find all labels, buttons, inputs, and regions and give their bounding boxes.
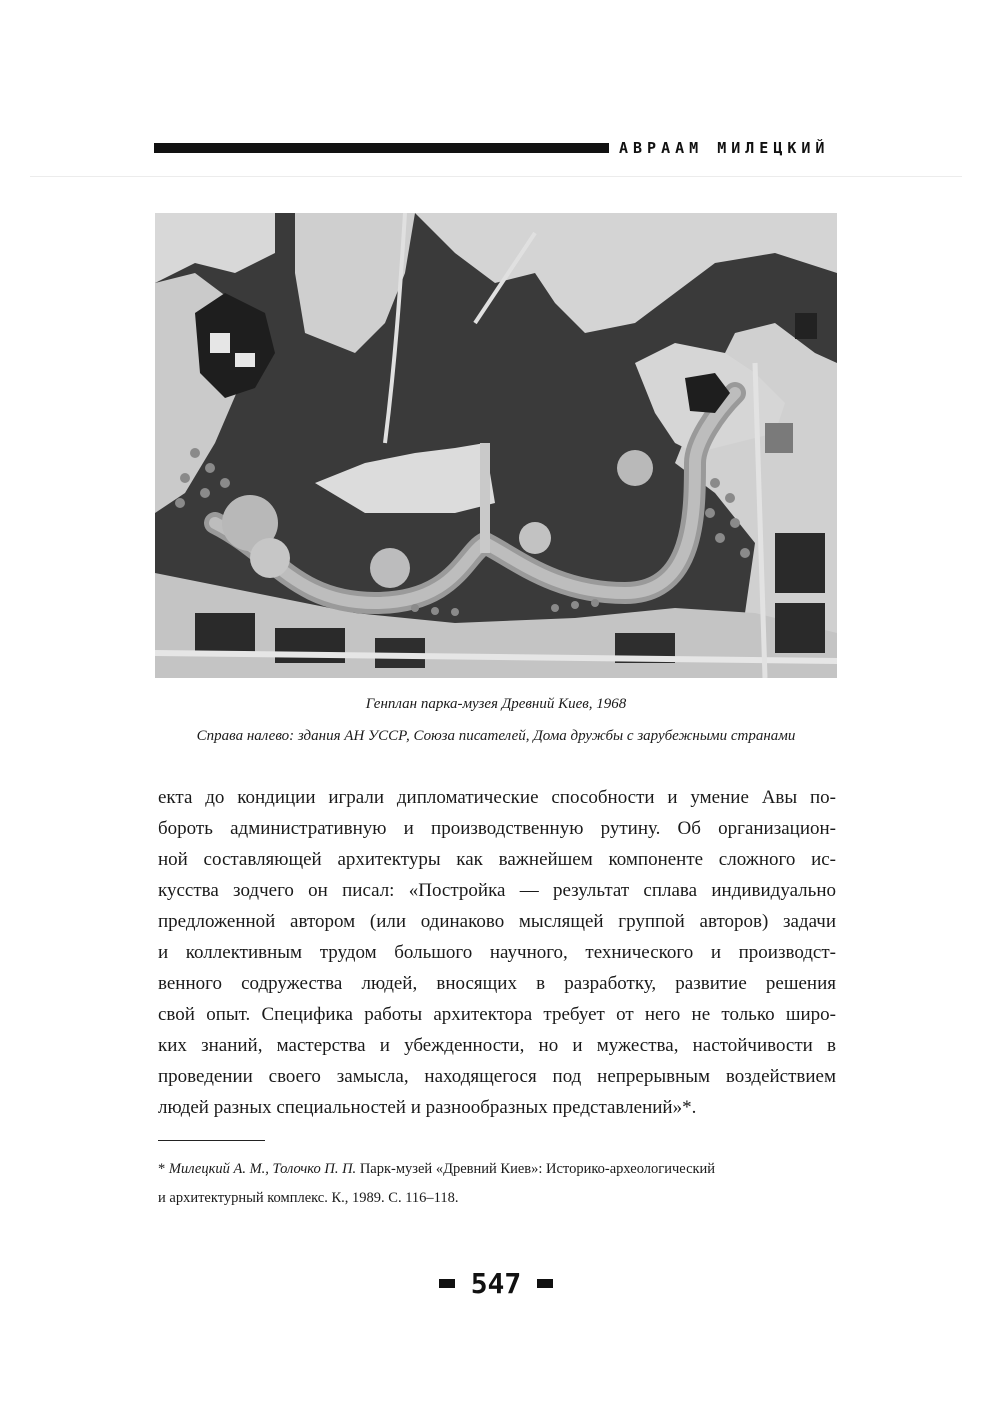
page-number-bar-right xyxy=(537,1279,553,1288)
site-plan-image xyxy=(155,213,837,678)
body-line: венного содружества людей, вносящих в разработку, развитие решения xyxy=(158,973,836,994)
header-bar xyxy=(154,143,609,153)
footnote xyxy=(158,1155,836,1213)
body-line: людей разных специальностей и разнообразных представлений»*. xyxy=(158,1097,697,1118)
body-line: проведении своего замысла, находящегося под непрерывным воздействием xyxy=(158,1066,836,1087)
footnote-authors: Милецкий А. М., Толочко П. П. xyxy=(168,1161,357,1177)
page-number: 547 xyxy=(470,1267,522,1300)
body-line: екта до кондиции играли дипломатические способности и умение Авы по- xyxy=(158,787,836,808)
body-line: свой опыт. Специфика работы архитектора требует от него не только широ- xyxy=(158,1004,836,1025)
footnote-title: Парк-музей «Древний Киев»: Историко-археологический xyxy=(356,1161,716,1177)
figure-caption-title: Генплан парка-музея Древний Киев, 1968 xyxy=(365,696,627,712)
body-line: ной составляющей архитектуры как важнейшем компоненте сложного ис- xyxy=(158,849,836,870)
page-number-bar-left xyxy=(439,1279,455,1288)
running-header-author: АВРААМ МИЛЕЦКИЙ xyxy=(619,139,830,157)
body-line: предложенной автором (или одинаково мыслящей группой авторов) задачи xyxy=(158,911,836,932)
body-line: и коллективным трудом большого научного, технического и производст- xyxy=(158,942,836,963)
footnote-divider xyxy=(158,1140,265,1141)
page-number-block xyxy=(0,1268,992,1300)
footnote-line-2: и архитектурный комплекс. К., 1989. С. 116–118. xyxy=(158,1190,459,1206)
figure-caption-detail: Справа налево: здания АН УССР, Союза писателей, Дома дружбы с зарубежными странами xyxy=(196,728,796,744)
footnote-line-1 xyxy=(158,1155,836,1184)
body-paragraph xyxy=(158,782,836,1123)
body-line: ких знаний, мастерства и убежденности, но и мужества, настойчивости в xyxy=(158,1035,836,1056)
body-line: бороть административную и производственную рутину. Об организацион- xyxy=(158,818,836,839)
footnote-marker: * xyxy=(158,1161,169,1177)
header-divider xyxy=(30,176,962,177)
body-line: кусства зодчего он писал: «Постройка — результат сплава индивидуально xyxy=(158,880,836,901)
